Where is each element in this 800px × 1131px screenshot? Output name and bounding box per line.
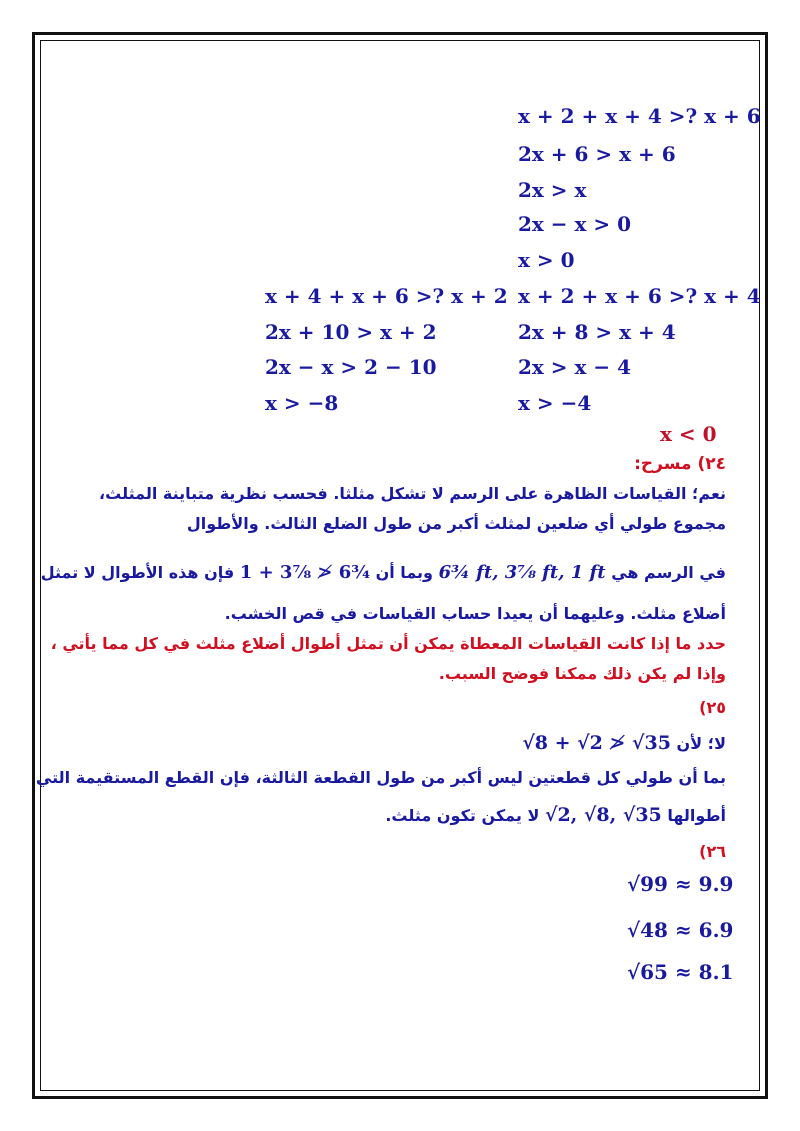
q25-label: ٢٥) xyxy=(699,698,726,717)
math-line-right: 2x + 8 > x + 4 xyxy=(518,320,676,344)
math-line-left: 2x + 10 > x + 2 xyxy=(265,320,437,344)
q25-answer-math: √8 + √2 ≯ √35 xyxy=(522,732,671,754)
q25-answer-a: لا؛ لأن xyxy=(676,734,726,753)
instruction-line2: وإذا لم يكن ذلك ممكنا فوضح السبب. xyxy=(438,664,726,683)
math-line-right: x + 2 + x + 6 >? x + 4 xyxy=(518,284,761,308)
math-line: 2x + 6 > x + 6 xyxy=(518,142,676,166)
q25-line3-b: لا يمكن تكون مثلث. xyxy=(385,806,540,825)
math-line-left: 2x − x > 2 − 10 xyxy=(265,355,437,379)
math-line: 2x > x xyxy=(518,178,587,202)
q24-line2: مجموع طولي أي ضلعين لمثلث أكبر من طول الضلع الثالث. والأطوال xyxy=(186,514,726,533)
q26-line: √48 ≈ 6.9 xyxy=(627,918,734,942)
conclusion: x < 0 xyxy=(660,422,717,446)
q24-heading: ٢٤) مسرح: xyxy=(634,454,726,474)
q25-line2: بما أن طولي كل قطعتين ليس أكبر من طول القطعة الثالثة، فإن القطع المستقيمة التي xyxy=(35,768,726,787)
q26-label: ٢٦) xyxy=(699,842,726,861)
q26-line: √65 ≈ 8.1 xyxy=(627,960,734,984)
math-line-right: x > −4 xyxy=(518,391,592,415)
q25-line3-a: أطوالها xyxy=(667,806,726,825)
q24-line3 xyxy=(41,562,726,583)
math-line-right: 2x > x − 4 xyxy=(518,355,632,379)
q25-answer xyxy=(522,732,726,754)
q25-lengths-math: √2, √8, √35 xyxy=(544,804,662,826)
math-line: x + 2 + x + 4 >? x + 6 xyxy=(518,104,761,128)
q24-line3-a: في الرسم هي xyxy=(611,563,726,582)
q24-line4: أضلاع مثلث. وعليهما أن يعيدا حساب القياسات في قص الخشب. xyxy=(224,604,726,623)
math-line-left: x + 4 + x + 6 >? x + 2 xyxy=(265,284,508,308)
q24-line3-b: وبما أن xyxy=(375,563,433,582)
q26-line: √99 ≈ 9.9 xyxy=(627,872,734,896)
math-line: x > 0 xyxy=(518,248,575,272)
q25-line3 xyxy=(385,804,726,826)
math-line-left: x > −8 xyxy=(265,391,339,415)
math-line: 2x − x > 0 xyxy=(518,212,632,236)
q24-lengths-math: 6¾ ft, 3⅞ ft, 1 ft xyxy=(438,562,606,583)
q24-line3-c: فإن هذه الأطوال لا تمثل xyxy=(40,563,235,582)
q24-line1: نعم؛ القياسات الظاهرة على الرسم لا تشكل مثلثا. فحسب نظرية متباينة المثلث، xyxy=(99,484,726,503)
instruction-line1: حدد ما إذا كانت القياسات المعطاة يمكن أن تمثل أطوال أضلاع مثلث في كل مما يأتي ، xyxy=(50,634,726,653)
q24-inequality-math: 1 + 3⅞ ≯ 6¾ xyxy=(239,562,371,583)
